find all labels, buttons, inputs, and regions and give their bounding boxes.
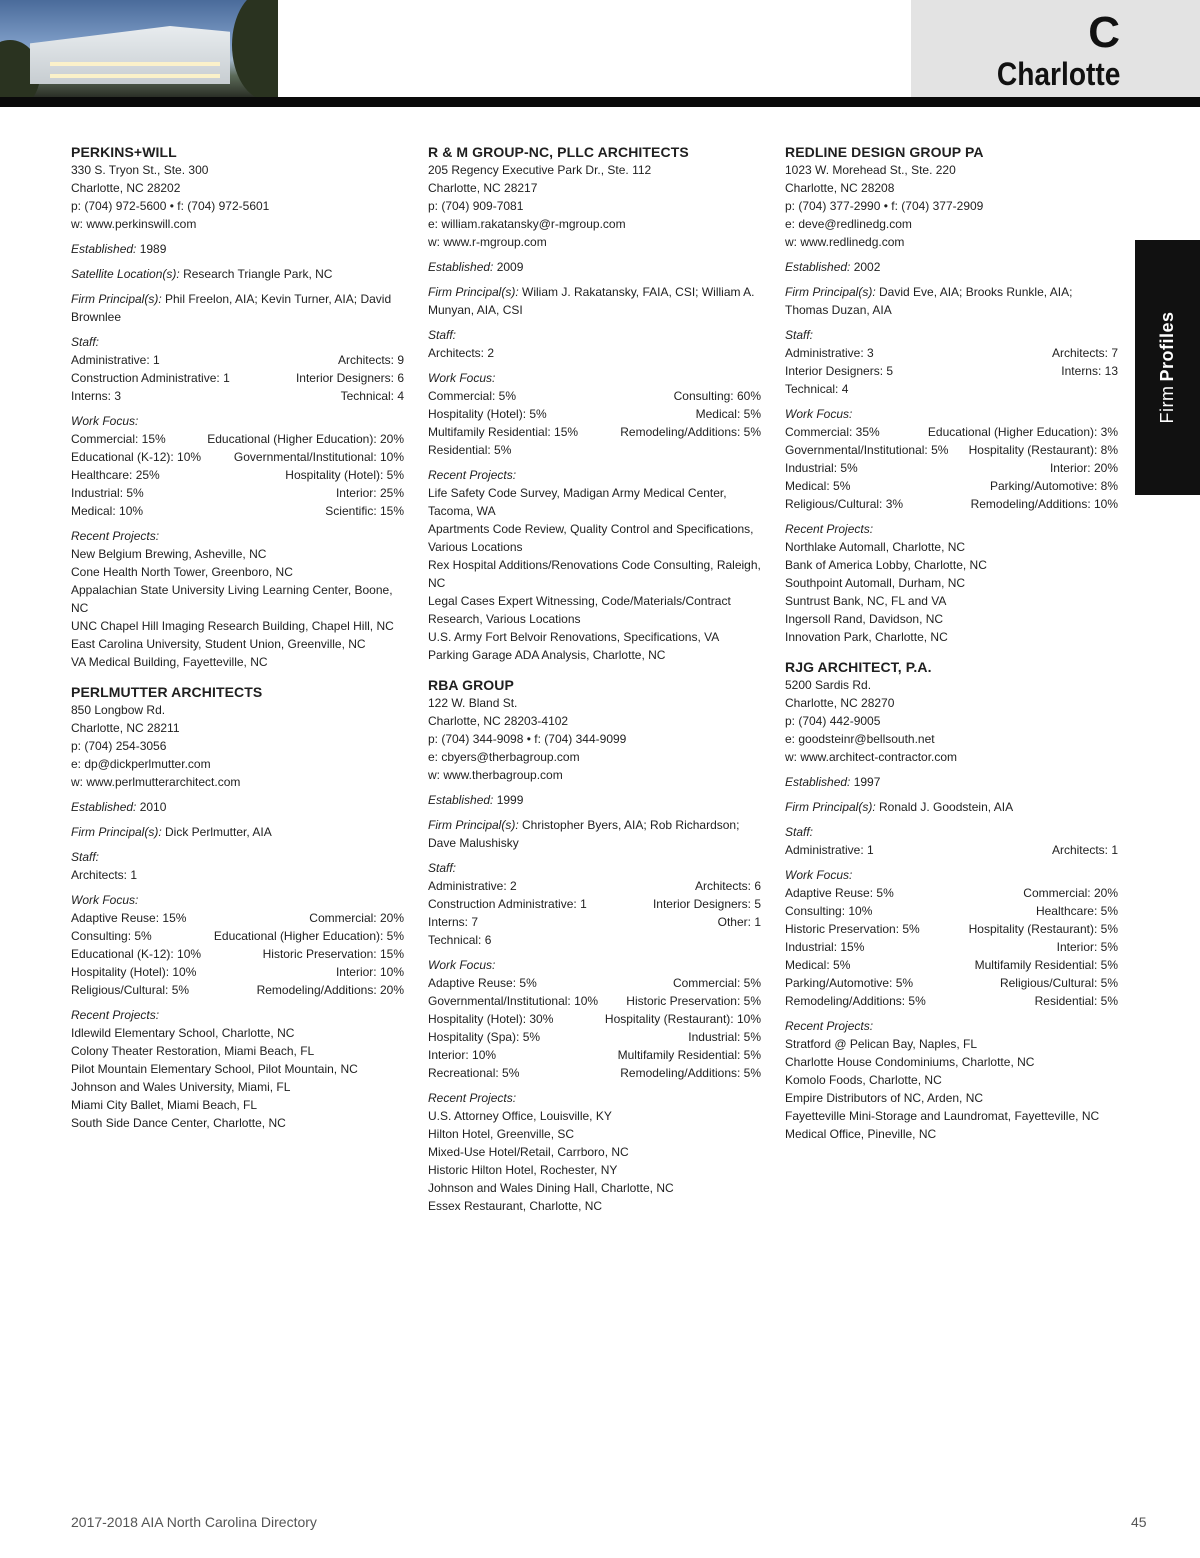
work-focus-left: Industrial: 15%: [785, 940, 865, 954]
staff-left: Architects: 1: [71, 868, 138, 882]
work-focus-left: Commercial: 35%: [785, 425, 880, 439]
project-item: U.S. Army Fort Belvoir Renovations, Specifications, VA: [428, 630, 720, 644]
work-focus-right: Remodeling/Additions: 10%: [970, 497, 1118, 511]
work-focus-right: Hospitality (Restaurant): 8%: [968, 443, 1118, 457]
staff-left: Technical: 4: [785, 382, 849, 396]
staff-left: Interior Designers: 5: [785, 364, 894, 378]
work-focus-left: Governmental/Institutional: 5%: [785, 443, 949, 457]
staff-label: Staff:: [785, 328, 814, 342]
work-focus-left: Commercial: 15%: [71, 432, 166, 446]
work-focus-row: [428, 441, 761, 459]
work-focus-row: [785, 956, 1118, 974]
staff-right: Interior Designers: 5: [652, 897, 761, 911]
work-focus-row: [785, 477, 1118, 495]
project-item: Stratford @ Pelican Bay, Naples, FL: [785, 1037, 978, 1051]
work-focus-row: [428, 1046, 761, 1064]
work-focus-right: Educational (Higher Education): 3%: [927, 425, 1118, 439]
contact-line: p: (704) 972-5600 • f: (704) 972-5601: [71, 199, 270, 213]
recent-projects-label: Recent Projects:: [428, 468, 517, 482]
project-item: Mixed-Use Hotel/Retail, Carrboro, NC: [428, 1145, 629, 1159]
project-item: East Carolina University, Student Union, Greenville, NC: [71, 637, 366, 651]
field-label: Established:: [785, 260, 851, 274]
field-label: Established:: [71, 800, 137, 814]
work-focus-row: [428, 387, 761, 405]
field-value: 2009: [493, 260, 524, 274]
firm-field: [785, 798, 1118, 816]
contact-line: w: www.perlmutterarchitect.com: [71, 775, 241, 789]
work-focus-row: [785, 992, 1118, 1010]
staff-left: Interns: 3: [71, 389, 122, 403]
project-item: Parking Garage ADA Analysis, Charlotte, NC: [428, 648, 666, 662]
field-label: Satellite Location(s):: [71, 267, 180, 281]
firm-listing: [71, 683, 404, 1132]
staff-row: [71, 369, 404, 387]
work-focus-right: Hospitality (Restaurant): 10%: [604, 1012, 761, 1026]
staff-row: [71, 387, 404, 405]
staff-right: Architects: 6: [694, 879, 761, 893]
contact-line: w: www.perkinswill.com: [71, 217, 197, 231]
work-focus-row: [428, 405, 761, 423]
staff-row: [785, 362, 1118, 380]
tab-word-2: Profiles: [1157, 311, 1177, 382]
project-item: Johnson and Wales University, Miami, FL: [71, 1080, 291, 1094]
contact-line: Charlotte, NC 28270: [785, 696, 895, 710]
staff-left: Construction Administrative: 1: [428, 897, 587, 911]
staff-label: Staff:: [428, 328, 457, 342]
work-focus-row: [71, 484, 404, 502]
work-focus-row: [785, 938, 1118, 956]
staff-right: Other: 1: [717, 915, 761, 929]
work-focus-left: Hospitality (Hotel): 30%: [428, 1012, 554, 1026]
work-focus-row: [428, 1028, 761, 1046]
staff-row: [785, 841, 1118, 859]
work-focus-right: Educational (Higher Education): 5%: [213, 929, 404, 943]
work-focus-row: [71, 909, 404, 927]
contact-line: e: deve@redlinedg.com: [785, 217, 912, 231]
work-focus-right: Parking/Automotive: 8%: [989, 479, 1118, 493]
firm-field: [785, 258, 1118, 276]
project-item: Southpoint Automall, Durham, NC: [785, 576, 966, 590]
firm-field: [428, 258, 761, 276]
recent-projects-label: Recent Projects:: [785, 1019, 874, 1033]
contact-line: Charlotte, NC 28203-4102: [428, 714, 569, 728]
work-focus-right: Multifamily Residential: 5%: [974, 958, 1118, 972]
work-focus-row: [785, 920, 1118, 938]
project-item: Legal Cases Expert Witnessing, Code/Materials/Contract Research, Various Locations: [428, 594, 731, 626]
staff-left: Construction Administrative: 1: [71, 371, 230, 385]
staff-row: [428, 913, 761, 931]
staff-row: [785, 344, 1118, 362]
firm-name: R & M GROUP-NC, PLLC ARCHITECTS: [428, 144, 689, 160]
work-focus-right: Historic Preservation: 5%: [626, 994, 761, 1008]
staff-left: Administrative: 1: [71, 353, 160, 367]
staff-right: Architects: 1: [1051, 843, 1118, 857]
work-focus-left: Healthcare: 25%: [71, 468, 160, 482]
field-value: 2010: [136, 800, 167, 814]
project-item: Miami City Ballet, Miami Beach, FL: [71, 1098, 258, 1112]
page-number: 45: [1131, 1514, 1147, 1530]
contact-line: Charlotte, NC 28217: [428, 181, 538, 195]
work-focus-label: Work Focus:: [428, 371, 496, 385]
header-building-photo: [0, 0, 278, 97]
project-item: Historic Hilton Hotel, Rochester, NY: [428, 1163, 618, 1177]
column-1: [71, 143, 404, 1144]
staff-row: [785, 380, 1118, 398]
work-focus-right: Commercial: 5%: [672, 976, 761, 990]
staff-label: Staff:: [71, 850, 100, 864]
field-label: Established:: [428, 260, 494, 274]
field-label: Established:: [428, 793, 494, 807]
project-item: Innovation Park, Charlotte, NC: [785, 630, 948, 644]
firm-listing: [428, 143, 761, 664]
staff-left: Administrative: 3: [785, 346, 874, 360]
work-focus-left: Educational (K-12): 10%: [71, 450, 202, 464]
field-label: Firm Principal(s):: [428, 285, 519, 299]
firm-name: RBA GROUP: [428, 677, 514, 693]
field-label: Firm Principal(s):: [71, 825, 162, 839]
work-focus-right: Interior: 5%: [1056, 940, 1118, 954]
field-value: 1989: [136, 242, 167, 256]
contact-line: e: dp@dickperlmutter.com: [71, 757, 211, 771]
contact-line: p: (704) 254-3056: [71, 739, 167, 753]
contact-line: 5200 Sardis Rd.: [785, 678, 872, 692]
contact-line: p: (704) 344-9098 • f: (704) 344-9099: [428, 732, 627, 746]
staff-left: Architects: 2: [428, 346, 495, 360]
work-focus-left: Industrial: 5%: [785, 461, 858, 475]
field-value: Wiliam J. Rakatansky, FAIA, CSI; William A. Munyan, AIA, CSI: [428, 285, 755, 317]
firm-field: [785, 773, 1118, 791]
project-item: South Side Dance Center, Charlotte, NC: [71, 1116, 286, 1130]
contact-line: w: www.therbagroup.com: [428, 768, 563, 782]
work-focus-row: [71, 430, 404, 448]
field-value: Research Triangle Park, NC: [179, 267, 333, 281]
tab-word-1: Firm: [1157, 385, 1177, 424]
contact-line: p: (704) 377-2990 • f: (704) 377-2909: [785, 199, 984, 213]
work-focus-left: Adaptive Reuse: 5%: [785, 886, 894, 900]
work-focus-row: [71, 448, 404, 466]
project-item: Hilton Hotel, Greenville, SC: [428, 1127, 575, 1141]
contact-line: p: (704) 442-9005: [785, 714, 881, 728]
work-focus-row: [71, 945, 404, 963]
firm-name: REDLINE DESIGN GROUP PA: [785, 144, 984, 160]
contact-line: 122 W. Bland St.: [428, 696, 518, 710]
work-focus-right: Governmental/Institutional: 10%: [233, 450, 404, 464]
contact-line: Charlotte, NC 28202: [71, 181, 181, 195]
work-focus-row: [785, 495, 1118, 513]
project-item: Northlake Automall, Charlotte, NC: [785, 540, 966, 554]
project-item: Appalachian State University Living Learning Center, Boone, NC: [71, 583, 393, 615]
firm-listing: [71, 143, 404, 671]
contact-line: p: (704) 909-7081: [428, 199, 524, 213]
work-focus-left: Remodeling/Additions: 5%: [785, 994, 926, 1008]
work-focus-row: [71, 963, 404, 981]
project-item: New Belgium Brewing, Asheville, NC: [71, 547, 267, 561]
work-focus-right: Historic Preservation: 15%: [262, 947, 404, 961]
work-focus-label: Work Focus:: [71, 893, 139, 907]
section-letter: C: [1088, 8, 1120, 57]
work-focus-right: Religious/Cultural: 5%: [999, 976, 1118, 990]
firm-field: [71, 265, 404, 283]
field-label: Firm Principal(s):: [71, 292, 162, 306]
firm-field: [71, 823, 404, 841]
field-label: Firm Principal(s):: [785, 800, 876, 814]
staff-label: Staff:: [71, 335, 100, 349]
contact-line: w: www.architect-contractor.com: [785, 750, 958, 764]
project-item: Apartments Code Review, Quality Control and Specifications, Various Locations: [428, 522, 754, 554]
staff-row: [428, 895, 761, 913]
work-focus-right: Consulting: 60%: [673, 389, 761, 403]
firm-name: PERKINS+WILL: [71, 144, 177, 160]
field-label: Established:: [785, 775, 851, 789]
footer-title: 2017-2018 AIA North Carolina Directory: [71, 1514, 317, 1530]
section-city: Charlotte: [996, 56, 1120, 92]
field-value: 1999: [493, 793, 524, 807]
contact-line: 850 Longbow Rd.: [71, 703, 166, 717]
project-item: Fayetteville Mini-Storage and Laundromat, Fayetteville, NC: [785, 1109, 1100, 1123]
staff-row: [71, 351, 404, 369]
staff-left: Interns: 7: [428, 915, 479, 929]
field-value: Ronald J. Goodstein, AIA: [875, 800, 1014, 814]
work-focus-row: [785, 974, 1118, 992]
work-focus-left: Religious/Cultural: 5%: [71, 983, 190, 997]
work-focus-label: Work Focus:: [428, 958, 496, 972]
work-focus-left: Consulting: 10%: [785, 904, 873, 918]
work-focus-row: [785, 884, 1118, 902]
staff-row: [428, 877, 761, 895]
contact-line: e: goodsteinr@bellsouth.net: [785, 732, 935, 746]
work-focus-left: Adaptive Reuse: 5%: [428, 976, 537, 990]
firm-name: PERLMUTTER ARCHITECTS: [71, 684, 263, 700]
work-focus-right: Remodeling/Additions: 5%: [620, 425, 761, 439]
work-focus-right: Multifamily Residential: 5%: [617, 1048, 761, 1062]
firm-field: [428, 791, 761, 809]
work-focus-row: [428, 992, 761, 1010]
work-focus-right: Hospitality (Restaurant): 5%: [968, 922, 1118, 936]
work-focus-right: Commercial: 20%: [309, 911, 404, 925]
work-focus-left: Hospitality (Spa): 5%: [428, 1030, 541, 1044]
project-item: Rex Hospital Additions/Renovations Code Consulting, Raleigh, NC: [428, 558, 761, 590]
staff-label: Staff:: [428, 861, 457, 875]
work-focus-left: Hospitality (Hotel): 10%: [71, 965, 197, 979]
staff-left: Technical: 6: [428, 933, 492, 947]
field-value: 2002: [850, 260, 881, 274]
work-focus-right: Medical: 5%: [695, 407, 761, 421]
contact-line: e: william.rakatansky@r-mgroup.com: [428, 217, 626, 231]
staff-label: Staff:: [785, 825, 814, 839]
work-focus-row: [785, 441, 1118, 459]
firm-listing: [785, 658, 1118, 1143]
work-focus-left: Hospitality (Hotel): 5%: [428, 407, 547, 421]
staff-right: Technical: 4: [340, 389, 404, 403]
firm-name: RJG ARCHITECT, P.A.: [785, 659, 932, 675]
work-focus-right: Interior: 20%: [1049, 461, 1118, 475]
work-focus-left: Parking/Automotive: 5%: [785, 976, 914, 990]
project-item: Idlewild Elementary School, Charlotte, NC: [71, 1026, 295, 1040]
column-2: [428, 143, 761, 1227]
work-focus-right: Hospitality (Hotel): 5%: [285, 468, 404, 482]
firm-listing: [428, 676, 761, 1215]
field-value: David Eve, AIA; Brooks Runkle, AIA; Thomas Duzan, AIA: [785, 285, 1073, 317]
field-label: Firm Principal(s):: [785, 285, 876, 299]
project-item: Life Safety Code Survey, Madigan Army Medical Center, Tacoma, WA: [428, 486, 727, 518]
contact-line: e: cbyers@therbagroup.com: [428, 750, 580, 764]
recent-projects-label: Recent Projects:: [428, 1091, 517, 1105]
project-item: Medical Office, Pineville, NC: [785, 1127, 937, 1141]
project-item: VA Medical Building, Fayetteville, NC: [71, 655, 268, 669]
staff-row: [428, 931, 761, 949]
work-focus-right: Remodeling/Additions: 20%: [256, 983, 404, 997]
contact-line: 1023 W. Morehead St., Ste. 220: [785, 163, 956, 177]
project-item: Cone Health North Tower, Greenboro, NC: [71, 565, 293, 579]
contact-line: Charlotte, NC 28211: [71, 721, 180, 735]
work-focus-right: Healthcare: 5%: [1035, 904, 1118, 918]
work-focus-left: Recreational: 5%: [428, 1066, 520, 1080]
work-focus-label: Work Focus:: [71, 414, 139, 428]
work-focus-left: Residential: 5%: [428, 443, 512, 457]
work-focus-row: [428, 1064, 761, 1082]
work-focus-left: Educational (K-12): 10%: [71, 947, 202, 961]
staff-row: [428, 344, 761, 362]
work-focus-left: Medical: 5%: [785, 479, 851, 493]
recent-projects-label: Recent Projects:: [71, 1008, 160, 1022]
work-focus-left: Governmental/Institutional: 10%: [428, 994, 599, 1008]
firm-field: [71, 290, 404, 326]
project-item: Essex Restaurant, Charlotte, NC: [428, 1199, 603, 1213]
project-item: Empire Distributors of NC, Arden, NC: [785, 1091, 984, 1105]
work-focus-left: Medical: 5%: [785, 958, 851, 972]
work-focus-right: Educational (Higher Education): 20%: [207, 432, 404, 446]
field-value: 1997: [850, 775, 881, 789]
work-focus-label: Work Focus:: [785, 407, 853, 421]
contact-line: 205 Regency Executive Park Dr., Ste. 112: [428, 163, 652, 177]
project-item: Bank of America Lobby, Charlotte, NC: [785, 558, 987, 572]
field-label: Firm Principal(s):: [428, 818, 519, 832]
project-item: Charlotte House Condominiums, Charlotte, NC: [785, 1055, 1035, 1069]
recent-projects-label: Recent Projects:: [71, 529, 160, 543]
work-focus-right: Interior: 10%: [335, 965, 404, 979]
column-3: [785, 143, 1118, 1155]
field-value: Dick Perlmutter, AIA: [161, 825, 272, 839]
recent-projects-label: Recent Projects:: [785, 522, 874, 536]
firm-profiles-tab: [1135, 240, 1200, 495]
contact-line: w: www.r-mgroup.com: [428, 235, 547, 249]
staff-right: Architects: 9: [337, 353, 404, 367]
firm-field: [71, 240, 404, 258]
work-focus-left: Commercial: 5%: [428, 389, 517, 403]
work-focus-left: Industrial: 5%: [71, 486, 144, 500]
firm-field: [428, 283, 761, 319]
work-focus-row: [71, 466, 404, 484]
work-focus-row: [71, 981, 404, 999]
work-focus-right: Industrial: 5%: [688, 1030, 761, 1044]
work-focus-left: Religious/Cultural: 3%: [785, 497, 904, 511]
staff-right: Interior Designers: 6: [295, 371, 404, 385]
contact-line: Charlotte, NC 28208: [785, 181, 895, 195]
staff-left: Administrative: 1: [785, 843, 874, 857]
work-focus-right: Scientific: 15%: [325, 504, 404, 518]
section-header: [911, 0, 1200, 97]
work-focus-row: [785, 459, 1118, 477]
work-focus-row: [428, 1010, 761, 1028]
work-focus-right: Remodeling/Additions: 5%: [620, 1066, 761, 1080]
firm-field: [71, 798, 404, 816]
project-item: Pilot Mountain Elementary School, Pilot Mountain, NC: [71, 1062, 358, 1076]
work-focus-left: Multifamily Residential: 15%: [428, 425, 579, 439]
staff-right: Interns: 13: [1061, 364, 1118, 378]
work-focus-left: Consulting: 5%: [71, 929, 152, 943]
field-value: Christopher Byers, AIA; Rob Richardson; Dave Malushisky: [428, 818, 740, 850]
firm-field: [428, 816, 761, 852]
field-label: Established:: [71, 242, 137, 256]
project-item: Komolo Foods, Charlotte, NC: [785, 1073, 942, 1087]
project-item: U.S. Attorney Office, Louisville, KY: [428, 1109, 612, 1123]
work-focus-row: [71, 927, 404, 945]
project-item: Johnson and Wales Dining Hall, Charlotte, NC: [428, 1181, 674, 1195]
work-focus-right: Commercial: 20%: [1023, 886, 1118, 900]
work-focus-label: Work Focus:: [785, 868, 853, 882]
work-focus-row: [428, 974, 761, 992]
work-focus-row: [71, 502, 404, 520]
work-focus-right: Residential: 5%: [1034, 994, 1118, 1008]
project-item: Colony Theater Restoration, Miami Beach, FL: [71, 1044, 315, 1058]
staff-left: Administrative: 2: [428, 879, 517, 893]
firm-listing: [785, 143, 1118, 646]
staff-right: Architects: 7: [1051, 346, 1118, 360]
work-focus-row: [785, 902, 1118, 920]
contact-line: 330 S. Tryon St., Ste. 300: [71, 163, 209, 177]
staff-row: [71, 866, 404, 884]
work-focus-row: [785, 423, 1118, 441]
firm-field: [785, 283, 1118, 319]
contact-line: w: www.redlinedg.com: [785, 235, 905, 249]
field-value: Phil Freelon, AIA; Kevin Turner, AIA; David Brownlee: [71, 292, 392, 324]
work-focus-left: Historic Preservation: 5%: [785, 922, 920, 936]
project-item: UNC Chapel Hill Imaging Research Building, Chapel Hill, NC: [71, 619, 394, 633]
work-focus-right: Interior: 25%: [335, 486, 404, 500]
work-focus-left: Adaptive Reuse: 15%: [71, 911, 187, 925]
project-item: Ingersoll Rand, Davidson, NC: [785, 612, 944, 626]
work-focus-row: [428, 423, 761, 441]
work-focus-left: Interior: 10%: [428, 1048, 497, 1062]
header-rule: [0, 97, 1200, 107]
project-item: Suntrust Bank, NC, FL and VA: [785, 594, 947, 608]
work-focus-left: Medical: 10%: [71, 504, 144, 518]
